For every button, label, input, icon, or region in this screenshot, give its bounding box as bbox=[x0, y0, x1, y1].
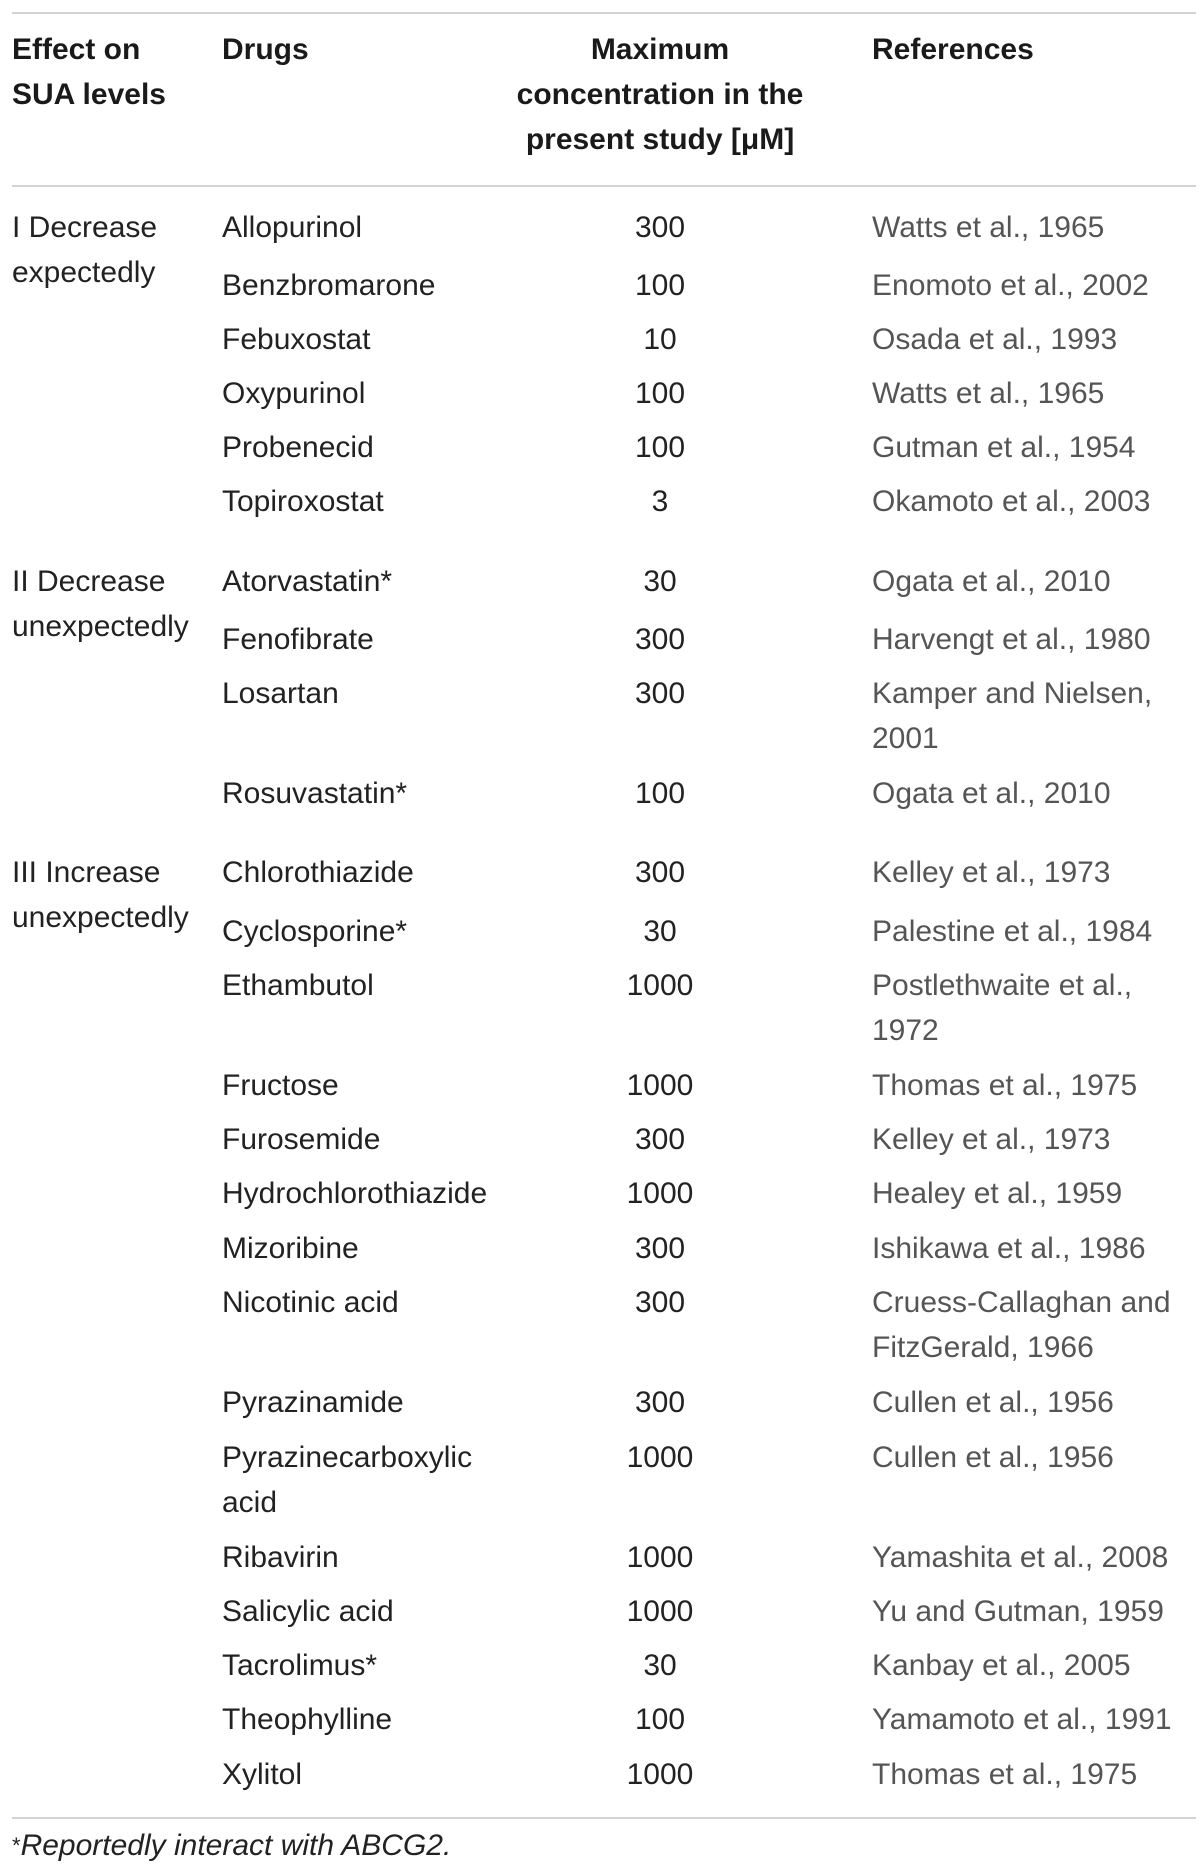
table-row-ref: Harvengt et al., 1980 bbox=[872, 623, 1151, 656]
table-row-conc: 300 bbox=[634, 856, 686, 889]
table-row-ref: Enomoto et al., 2002 bbox=[872, 269, 1149, 302]
table-row-drug: Febuxostat bbox=[222, 323, 371, 356]
table-row-conc: 300 bbox=[634, 1123, 686, 1156]
table-row-ref: Ishikawa et al., 1986 bbox=[872, 1232, 1146, 1265]
table-row-drug: Mizoribine bbox=[222, 1232, 359, 1265]
group-label-decrease-expectedly: I Decrease expectedly bbox=[12, 211, 158, 289]
table-row-drug: Chlorothiazide bbox=[222, 856, 414, 889]
table-row-ref: Ogata et al., 2010 bbox=[872, 777, 1111, 810]
table-row-ref: Thomas et al., 1975 bbox=[872, 1758, 1138, 1791]
table-row-conc: 300 bbox=[634, 623, 686, 656]
table-row-ref: Yu and Gutman, 1959 bbox=[872, 1595, 1164, 1628]
table-row-conc: 3 bbox=[651, 485, 669, 518]
table-row-ref: Kelley et al., 1973 bbox=[872, 856, 1111, 889]
table-row-drug: Theophylline bbox=[222, 1703, 393, 1736]
header-rule bbox=[12, 185, 1196, 187]
table-row-ref: Palestine et al., 1984 bbox=[872, 915, 1153, 948]
table-row-conc: 100 bbox=[634, 269, 686, 302]
table-row-conc: 300 bbox=[634, 211, 686, 244]
table-row-drug: Ethambutol bbox=[222, 969, 374, 1002]
table-row-conc: 1000 bbox=[626, 1541, 694, 1574]
table-row-drug: Probenecid bbox=[222, 431, 374, 464]
table-row-ref: Kamper and Nielsen, 2001 bbox=[872, 677, 1153, 755]
table-row-conc: 300 bbox=[634, 677, 686, 710]
table-row-ref: Cruess-Callaghan and FitzGerald, 1966 bbox=[872, 1286, 1171, 1364]
table-row-drug: Ribavirin bbox=[222, 1541, 339, 1574]
table-row-conc: 30 bbox=[643, 1649, 677, 1682]
table-row-ref: Postlethwaite et al., 1972 bbox=[872, 969, 1133, 1047]
table-row-conc: 100 bbox=[634, 377, 686, 410]
table-row-drug: Salicylic acid bbox=[222, 1595, 394, 1628]
table-row-conc: 100 bbox=[634, 777, 686, 810]
table-row-ref: Yamashita et al., 2008 bbox=[872, 1541, 1169, 1574]
header-references: References bbox=[872, 33, 1034, 66]
table-row-ref: Yamamoto et al., 1991 bbox=[872, 1703, 1172, 1736]
table-row-ref: Okamoto et al., 2003 bbox=[872, 485, 1151, 518]
table-row-conc: 30 bbox=[643, 565, 677, 598]
header-drugs: Drugs bbox=[222, 33, 309, 66]
table-row-drug: Tacrolimus* bbox=[222, 1649, 378, 1682]
table-row-ref: Ogata et al., 2010 bbox=[872, 565, 1111, 598]
table-row-ref: Thomas et al., 1975 bbox=[872, 1069, 1138, 1102]
table-row-drug: Xylitol bbox=[222, 1758, 303, 1791]
footnote-text: Reportedly interact with ABCG2. bbox=[20, 1829, 452, 1862]
table-row-conc: 1000 bbox=[626, 1758, 694, 1791]
table-row-conc: 1000 bbox=[626, 969, 694, 1002]
table-row-conc: 30 bbox=[643, 915, 677, 948]
header-concentration: Maximum concentration in the present study [μM] bbox=[516, 33, 804, 156]
table-row-drug: Allopurinol bbox=[222, 211, 363, 244]
table-footnote bbox=[12, 1826, 451, 1866]
table-row-drug: Atorvastatin* bbox=[222, 565, 393, 598]
table-row-drug: Cyclosporine* bbox=[222, 915, 408, 948]
table-row-ref: Cullen et al., 1956 bbox=[872, 1441, 1114, 1474]
group-label-decrease-unexpectedly: II Decrease unexpectedly bbox=[12, 565, 189, 643]
table-row-drug: Nicotinic acid bbox=[222, 1286, 399, 1319]
table-row-drug: Furosemide bbox=[222, 1123, 381, 1156]
table-row-drug: Oxypurinol bbox=[222, 377, 366, 410]
table-row-ref: Watts et al., 1965 bbox=[872, 377, 1105, 410]
table-row-drug: Pyrazinamide bbox=[222, 1386, 404, 1419]
table-row-conc: 1000 bbox=[626, 1177, 694, 1210]
table-row-ref: Gutman et al., 1954 bbox=[872, 431, 1136, 464]
table-row-conc: 100 bbox=[634, 1703, 686, 1736]
table-row-conc: 300 bbox=[634, 1232, 686, 1265]
table-row-drug: Topiroxostat bbox=[222, 485, 384, 518]
table-row-drug: Fenofibrate bbox=[222, 623, 374, 656]
table-row-conc: 10 bbox=[643, 323, 677, 356]
table-row-conc: 1000 bbox=[626, 1595, 694, 1628]
table-row-conc: 1000 bbox=[626, 1441, 694, 1474]
table-bottom-rule bbox=[12, 1817, 1196, 1819]
table-row-ref: Kelley et al., 1973 bbox=[872, 1123, 1111, 1156]
table-top-rule bbox=[12, 12, 1196, 14]
table-row-drug: Rosuvastatin* bbox=[222, 777, 408, 810]
table-row-drug: Losartan bbox=[222, 677, 339, 710]
table-row-ref: Osada et al., 1993 bbox=[872, 323, 1118, 356]
group-label-increase-unexpectedly: III Increase unexpectedly bbox=[12, 856, 189, 934]
table-row-ref: Cullen et al., 1956 bbox=[872, 1386, 1114, 1419]
table-row-conc: 300 bbox=[634, 1286, 686, 1319]
table-row-ref: Healey et al., 1959 bbox=[872, 1177, 1123, 1210]
header-effect: Effect on SUA levels bbox=[12, 33, 166, 111]
table-row-conc: 300 bbox=[634, 1386, 686, 1419]
table-row-conc: 100 bbox=[634, 431, 686, 464]
table-row-drug: Benzbromarone bbox=[222, 269, 436, 302]
table-row-conc: 1000 bbox=[626, 1069, 694, 1102]
table-row-drug: Hydrochlorothiazide bbox=[222, 1177, 488, 1210]
table-row-ref: Watts et al., 1965 bbox=[872, 211, 1105, 244]
table-row-drug: Pyrazinecarboxylic acid bbox=[222, 1441, 473, 1519]
table-row-drug: Fructose bbox=[222, 1069, 339, 1102]
footnote-marker: * bbox=[12, 1833, 21, 1858]
table-row-ref: Kanbay et al., 2005 bbox=[872, 1649, 1131, 1682]
